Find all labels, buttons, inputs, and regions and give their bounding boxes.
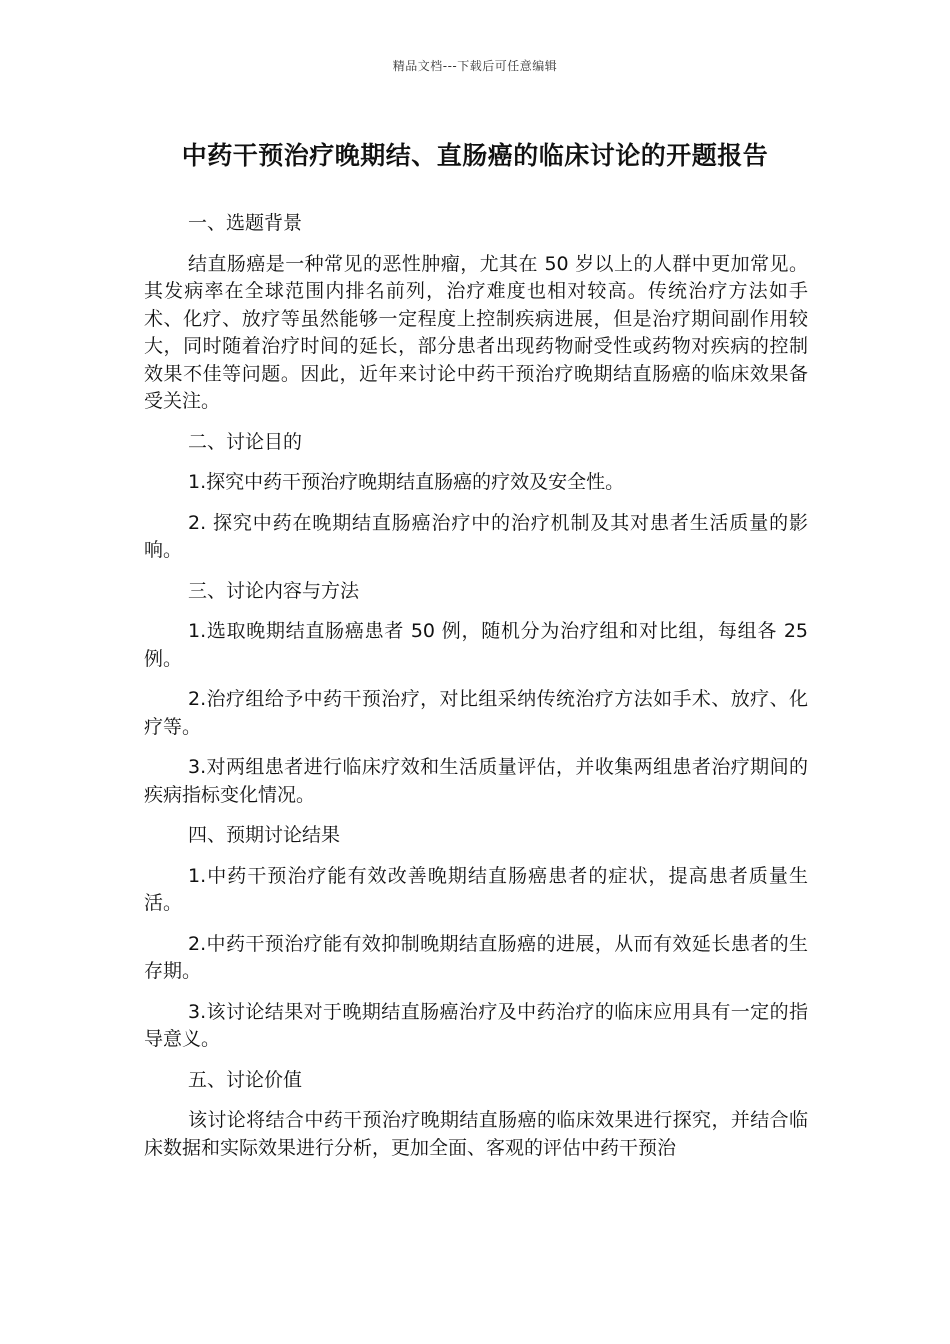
section-heading-purpose: 二、讨论目的	[188, 430, 303, 453]
header-note: 精品文档---下载后可任意编辑	[392, 59, 558, 73]
paragraph-value: 该讨论将结合中药干预治疗晚期结直肠癌的临床效果进行探究，并结合临床数据和实际效果进行分析，更加全面、客观的评估中药干预治	[144, 1109, 808, 1159]
paragraph-purpose-1: 1.探究中药干预治疗晚期结直肠癌的疗效及安全性。	[188, 471, 625, 493]
paragraph-methods-2: 2.治疗组给予中药干预治疗，对比组采纳传统治疗方法如手术、放疗、化疗等。	[144, 688, 808, 738]
paragraph-purpose-2: 2. 探究中药在晚期结直肠癌治疗中的治疗机制及其对患者生活质量的影响。	[144, 511, 808, 561]
paragraph-results-3: 3.该讨论结果对于晚期结直肠癌治疗及中药治疗的临床应用具有一定的指导意义。	[144, 1000, 808, 1050]
paragraph-results-1: 1.中药干预治疗能有效改善晚期结直肠癌患者的症状，提高患者质量生活。	[144, 864, 808, 914]
section-heading-methods: 三、讨论内容与方法	[188, 579, 360, 602]
document-title: 中药干预治疗晚期结、直肠癌的临床讨论的开题报告	[181, 141, 769, 170]
paragraph-methods-1: 1.选取晚期结直肠癌患者 50 例，随机分为治疗组和对比组，每组各 25 例。	[144, 620, 808, 670]
paragraph-background: 结直肠癌是一种常见的恶性肿瘤，尤其在 50 岁以上的人群中更加常见。其发病率在全球范围内排名前列，治疗难度也相对较高。传统治疗方法如手术、化疗、放疗等虽然能够一定程度上控制疾病进展，但是治疗期间副作用较大，同时随着治疗时间的延长，部分患者出现药物耐受性或药物对疾病的控制效果不佳等问题。因此，近年来讨论中药干预治疗晚期结直肠癌的临床效果备受关注。	[144, 252, 808, 412]
document-body	[144, 210, 808, 1175]
section-heading-background: 一、选题背景	[188, 212, 303, 234]
section-heading-expected-results: 四、预期讨论结果	[188, 824, 341, 846]
paragraph-methods-3: 3.对两组患者进行临床疗效和生活质量评估，并收集两组患者治疗期间的疾病指标变化情况。	[144, 756, 808, 806]
section-heading-value: 五、讨论价值	[188, 1068, 303, 1091]
paragraph-results-2: 2.中药干预治疗能有效抑制晚期结直肠癌的进展，从而有效延长患者的生存期。	[144, 932, 808, 982]
